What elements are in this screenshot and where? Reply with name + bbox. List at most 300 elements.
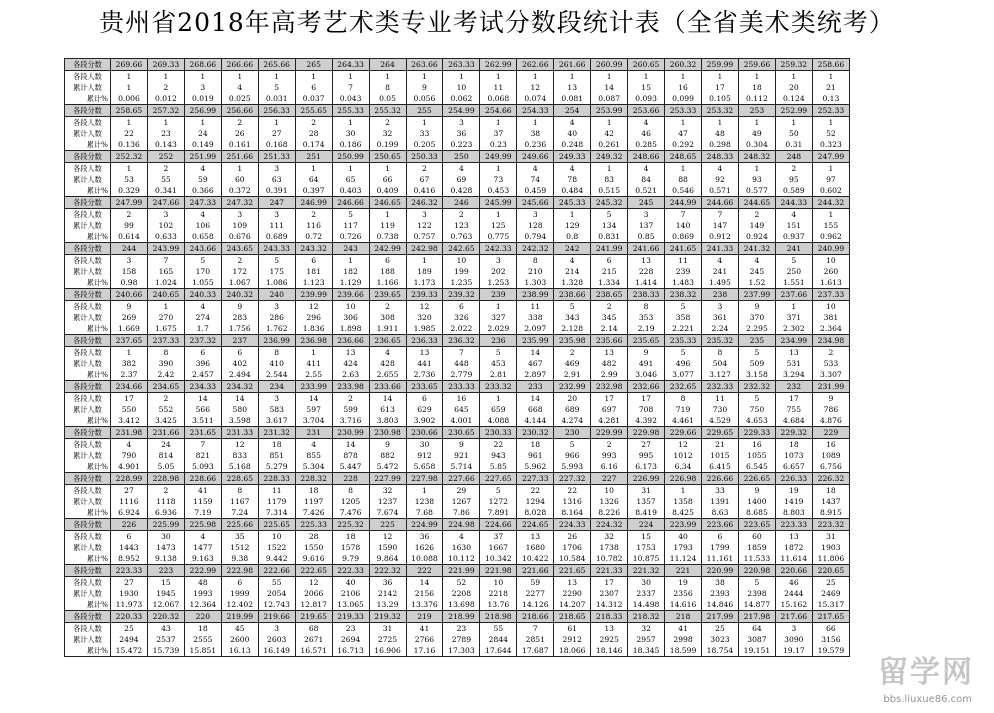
table-cell: 1473 [147,542,184,553]
table-cell: 222.33 [332,565,369,577]
table-cell: 16 [812,439,849,451]
table-cell: 12 [221,439,258,451]
table-cell: 5.05 [147,461,184,473]
table-cell: 22 [517,485,554,497]
table-cell: 218.66 [517,611,554,623]
count-row [65,209,850,221]
table-cell: 219.66 [258,611,295,623]
table-cell: 0.726 [332,231,369,243]
table-cell: 755 [775,404,812,415]
table-cell: 251.66 [221,151,258,163]
table-cell: 2 [147,393,184,405]
table-cell: 224.33 [554,519,591,531]
table-cell: 236.99 [258,335,295,347]
table-cell: 13.29 [369,599,406,611]
table-cell: 18 [812,485,849,497]
table-cell: 1.235 [443,277,480,289]
table-cell: 106 [184,220,221,231]
table-cell: 1 [111,82,148,93]
table-cell: 239.66 [332,289,369,301]
table-cell: 0.937 [775,231,812,243]
table-cell: 24 [184,128,221,139]
table-cell: 241.33 [702,243,739,255]
table-cell: 402 [221,358,258,369]
table-cell: 225.33 [295,519,332,531]
table-cell: 228.66 [184,473,221,485]
table-cell: 122 [406,220,443,231]
table-cell: 0.403 [332,185,369,197]
table-cell: 1578 [332,542,369,553]
table-cell: 4.461 [665,415,702,427]
table-cell: 0.099 [665,93,702,105]
table-cell: 613 [369,404,406,415]
table-cell: 220.66 [775,565,812,577]
table-cell: 219.99 [221,611,258,623]
table-cell: 1 [258,117,295,129]
table-cell: 0.738 [369,231,406,243]
table-cell: 13.376 [406,599,443,611]
table-cell: 0.484 [554,185,591,197]
table-cell: 233.99 [295,381,332,393]
table-cell: 0.13 [812,93,849,105]
table-cell: 15.851 [184,645,221,657]
table-cell: 2494 [111,634,148,645]
table-cell: 13 [591,347,628,359]
count-row [65,117,850,129]
table-cell: 2912 [554,634,591,645]
table-cell: 234.66 [111,381,148,393]
table-cell: 320 [406,312,443,323]
table-cell: 14.498 [628,599,665,611]
table-cell: 239 [665,266,702,277]
table-cell: 18 [517,439,554,451]
table-cell: 116 [295,220,332,231]
table-cell: 1.898 [332,323,369,335]
table-cell: 18 [332,531,369,543]
table-cell: 229.33 [738,427,775,439]
table-cell: 17.687 [517,645,554,657]
table-cell: 6 [221,347,258,359]
table-cell: 1 [775,301,812,313]
row-label: 各段人数 [65,393,111,405]
table-cell: 243.99 [147,243,184,255]
table-cell: 3 [628,209,665,221]
table-cell: 256.33 [258,105,295,117]
table-cell: 238.99 [517,289,554,301]
table-cell: 262.66 [517,59,554,71]
table-cell: 229 [812,427,849,439]
table-cell: 1.483 [665,277,702,289]
table-cell: 263.33 [443,59,480,71]
table-cell: 232.98 [591,381,628,393]
table-cell: 0.031 [258,93,295,105]
table-cell: 255 [406,105,443,117]
score-row [65,565,850,577]
table-cell: 2 [443,209,480,221]
table-cell: 3 [221,209,258,221]
table-cell: 15.739 [147,645,184,657]
percent-row [65,93,850,105]
row-label: 各段人数 [65,577,111,589]
table-cell: 1 [332,71,369,83]
count-row [65,301,850,313]
table-cell: 697 [591,404,628,415]
table-cell: 1205 [332,496,369,507]
table-cell: 496 [665,358,702,369]
table-cell: 0.72 [295,231,332,243]
table-cell: 253 [738,105,775,117]
table-cell: 3.598 [221,415,258,427]
table-cell: 237.32 [184,335,221,347]
table-cell: 12 [665,439,702,451]
table-cell: 5.962 [517,461,554,473]
table-cell: 13.76 [480,599,517,611]
table-cell: 583 [258,404,295,415]
table-cell: 5 [738,347,775,359]
table-cell: 218.33 [591,611,628,623]
table-cell: 252.32 [111,151,148,163]
table-cell: 219 [406,611,443,623]
table-cell: 48 [184,577,221,589]
table-cell: 42 [591,128,628,139]
table-cell: 0.043 [332,93,369,105]
table-cell: 233.33 [443,381,480,393]
table-cell: 257.32 [147,105,184,117]
table-cell: 1316 [554,496,591,507]
table-cell: 244.33 [775,197,812,209]
table-cell: 882 [369,450,406,461]
table-cell: 1 [812,209,849,221]
table-cell: 55 [480,623,517,635]
table-cell: 240.66 [111,289,148,301]
table-cell: 0.633 [147,231,184,243]
row-label: 各段分数 [65,105,111,117]
table-cell: 221.98 [480,565,517,577]
row-label: 累计% [65,185,111,197]
table-cell: 1 [702,117,739,129]
table-cell: 0.515 [591,185,628,197]
table-cell: 7.24 [221,507,258,519]
table-cell: 9.864 [369,553,406,565]
table-cell: 730 [702,404,739,415]
table-cell: 0.236 [517,139,554,151]
table-cell: 8.425 [665,507,702,519]
table-cell: 228.65 [221,473,258,485]
table-cell: 149 [738,220,775,231]
table-cell: 17 [775,393,812,405]
table-cell: 255.32 [369,105,406,117]
table-cell: 1167 [221,496,258,507]
table-cell: 7.19 [184,507,221,519]
table-cell: 855 [295,450,332,461]
table-cell: 63 [258,174,295,185]
table-cell: 4 [295,439,332,451]
table-cell: 283 [221,312,258,323]
table-cell: 14 [517,393,554,405]
table-cell: 8 [147,347,184,359]
count-row [65,577,850,589]
table-cell: 453 [480,358,517,369]
count-row [65,71,850,83]
table-cell: 0.962 [812,231,849,243]
table-cell: 4.001 [443,415,480,427]
table-cell: 31 [369,623,406,635]
score-row [65,105,850,117]
table-cell: 1999 [221,588,258,599]
watermark [810,647,980,707]
table-cell: 5 [258,255,295,267]
table-cell: 1 [111,117,148,129]
table-cell: 0.757 [406,231,443,243]
table-cell: 6 [702,531,739,543]
table-cell: 84 [628,174,665,185]
table-cell: 66 [812,623,849,635]
table-cell: 1550 [295,542,332,553]
percent-row [65,599,850,611]
table-cell: 2106 [332,588,369,599]
table-cell: 1 [517,71,554,83]
table-cell: 2398 [738,588,775,599]
table-cell: 1 [111,163,148,175]
row-label: 累计% [65,553,111,565]
table-cell: 580 [221,404,258,415]
table-cell: 22 [111,128,148,139]
table-cell: 9 [812,393,849,405]
score-row [65,381,850,393]
row-label: 各段人数 [65,531,111,543]
table-cell: 8.803 [775,507,812,519]
table-cell: 1 [480,393,517,405]
table-cell: 1 [332,163,369,175]
table-cell: 1.911 [369,323,406,335]
table-cell: 2.097 [517,323,554,335]
table-cell: 629 [406,404,443,415]
table-cell: 4.274 [554,415,591,427]
table-cell: 227.33 [517,473,554,485]
table-cell: 13 [332,347,369,359]
table-cell: 17 [591,577,628,589]
table-cell: 8.685 [738,507,775,519]
count-row [65,485,850,497]
table-cell: 41 [665,623,702,635]
table-cell: 2.55 [295,369,332,381]
table-cell: 4 [738,255,775,267]
table-cell: 7.426 [295,507,332,519]
table-cell: 27 [111,577,148,589]
table-cell: 60 [738,531,775,543]
table-cell: 242.32 [517,243,554,255]
table-cell: 326 [443,312,480,323]
table-cell: 10 [812,255,849,267]
table-cell: 0.869 [665,231,702,243]
table-cell: 38 [702,577,739,589]
table-cell: 9 [628,347,665,359]
table-cell: 353 [628,312,665,323]
table-cell: 232.65 [665,381,702,393]
table-cell: 232.33 [702,381,739,393]
table-cell: 1 [147,301,184,313]
table-cell: 482 [591,358,628,369]
cumulative-row [65,266,850,277]
table-cell: 1626 [406,542,443,553]
table-cell: 0.199 [369,139,406,151]
table-cell: 35 [221,531,258,543]
table-cell: 0.329 [111,185,148,197]
table-cell: 1118 [147,496,184,507]
table-cell: 5 [775,255,812,267]
table-cell: 202 [480,266,517,277]
table-cell: 4.529 [702,415,739,427]
row-label: 各段人数 [65,71,111,83]
table-cell: 225.98 [184,519,221,531]
table-cell: 13 [554,577,591,589]
table-cell: 0.105 [702,93,739,105]
table-cell: 25 [812,577,849,589]
percent-row [65,415,850,427]
table-cell: 3 [111,255,148,267]
table-cell: 0.223 [443,139,480,151]
table-cell: 19 [775,485,812,497]
table-cell: 14 [517,347,554,359]
table-cell: 1.414 [628,277,665,289]
row-label: 各段分数 [65,289,111,301]
table-cell: 17 [702,82,739,93]
percent-row [65,323,850,335]
table-cell: 189 [406,266,443,277]
table-cell: 18.345 [628,645,665,657]
table-cell: 599 [332,404,369,415]
table-cell: 235.99 [517,335,554,347]
table-cell: 0.912 [702,231,739,243]
table-cell: 1 [111,347,148,359]
table-cell: 230.66 [406,427,443,439]
table-cell: 254 [554,105,591,117]
table-cell: 382 [111,358,148,369]
table-cell: 2.295 [738,323,775,335]
table-cell: 248.65 [665,151,702,163]
table-cell: 2.19 [628,323,665,335]
table-cell: 217.99 [702,611,739,623]
watermark-logo: 留学网 [878,655,974,690]
table-cell: 3 [406,209,443,221]
table-cell: 36 [369,577,406,589]
table-cell: 1.675 [147,323,184,335]
table-cell: 2356 [665,588,702,599]
table-cell: 262.99 [480,59,517,71]
table-cell: 23 [332,623,369,635]
table-cell: 251 [295,151,332,163]
table-cell: 244.66 [702,197,739,209]
table-cell: 9 [443,439,480,451]
table-cell: 245 [738,266,775,277]
percent-row [65,139,850,151]
row-label: 各段人数 [65,209,111,221]
table-cell: 12 [295,301,332,313]
table-cell: 2 [147,163,184,175]
table-cell: 1 [369,71,406,83]
table-cell: 67 [406,174,443,185]
table-cell: 851 [258,450,295,461]
table-cell: 1930 [111,588,148,599]
table-cell: 16.571 [295,645,332,657]
table-cell: 2.736 [406,369,443,381]
table-cell: 30 [628,577,665,589]
table-cell: 2054 [258,588,295,599]
table-cell: 10.875 [628,553,665,565]
table-cell: 182 [332,266,369,277]
table-cell: 9 [369,439,406,451]
table-cell: 8.915 [812,507,849,519]
row-label: 累计人数 [65,634,111,645]
table-cell: 147 [702,220,739,231]
table-cell: 2844 [480,634,517,645]
table-cell: 218.65 [554,611,591,623]
table-cell: 15.472 [111,645,148,657]
table-cell: 229.98 [628,427,665,439]
table-cell: 10 [258,531,295,543]
table-cell: 236.32 [443,335,480,347]
table-cell: 1477 [184,542,221,553]
table-cell: 306 [332,312,369,323]
table-cell: 33 [406,128,443,139]
table-cell: 2 [738,209,775,221]
table-cell: 8.63 [702,507,739,519]
table-cell: 343 [554,312,591,323]
table-cell: 358 [665,312,702,323]
table-cell: 140 [665,220,702,231]
table-cell: 240 [258,289,295,301]
table-cell: 0.589 [775,185,812,197]
table-cell: 226.32 [812,473,849,485]
table-cell: 7.86 [443,507,480,519]
table-cell: 878 [332,450,369,461]
table-cell: 251.99 [184,151,221,163]
table-cell: 250 [443,151,480,163]
table-cell: 6 [406,393,443,405]
table-cell: 218.99 [443,611,480,623]
table-cell: 223 [147,565,184,577]
table-cell: 0.174 [295,139,332,151]
percent-row [65,277,850,289]
row-label: 累计人数 [65,174,111,185]
table-cell: 246.66 [332,197,369,209]
table-cell: 268.66 [184,59,221,71]
table-cell: 0.012 [147,93,184,105]
table-cell: 11 [665,255,702,267]
table-cell: 243 [332,243,369,255]
table-cell: 239.65 [369,289,406,301]
table-cell: 0.006 [111,93,148,105]
table-cell: 504 [702,358,739,369]
table-cell: 790 [111,450,148,461]
table-cell: 221.33 [591,565,628,577]
table-cell: 13 [554,82,591,93]
table-cell: 16.906 [369,645,406,657]
table-cell: 48 [702,128,739,139]
table-cell: 223.99 [665,519,702,531]
table-cell: 9 [111,301,148,313]
table-cell: 214 [554,266,591,277]
table-cell: 3090 [775,634,812,645]
table-cell: 2957 [628,634,665,645]
table-cell: 10 [480,577,517,589]
table-cell: 1 [480,71,517,83]
table-cell: 4 [554,117,591,129]
table-cell: 2851 [517,634,554,645]
table-cell: 236.66 [332,335,369,347]
table-cell: 252 [147,151,184,163]
table-cell: 9.442 [258,553,295,565]
